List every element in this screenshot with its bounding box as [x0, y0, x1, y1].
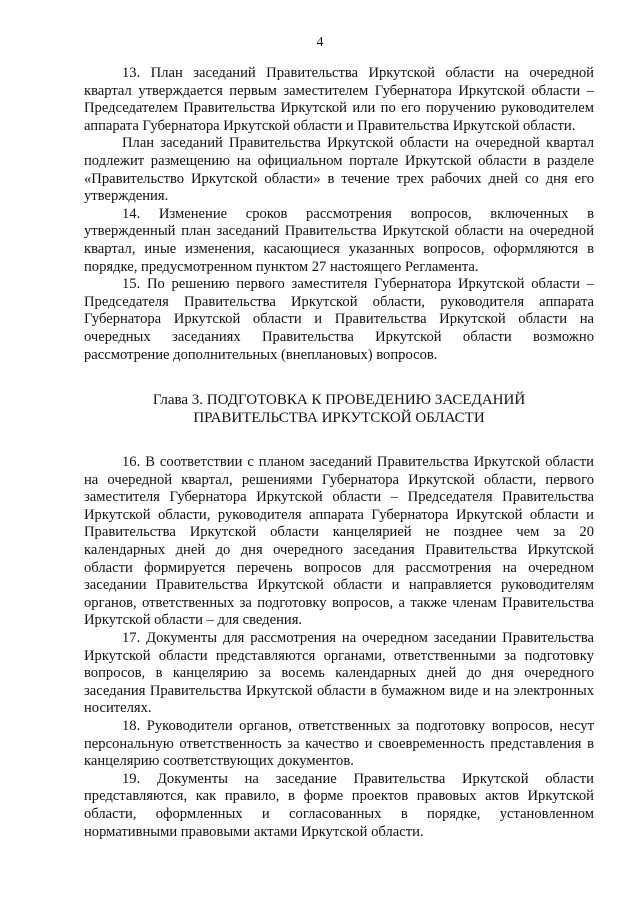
paragraph-19: 19. Документы на заседание Правительства Иркутской области представляются, как правило, в форме проектов правовых актов Иркутской области, оформленных и согласованных в порядке, установленном нормативными правовыми актами Иркутской области.	[84, 770, 594, 840]
paragraph-13-plan-publication: План заседаний Правительства Иркутской области на очередной квартал подлежит размещению на официальном портале Иркутской области в разделе «Правительство Иркутской области» в течение трех рабочих дней со дня его утверждения.	[84, 135, 594, 205]
document-body	[84, 65, 594, 841]
paragraph-17: 17. Документы для рассмотрения на очередном заседании Правительства Иркутской области представляются органами, ответственными за подготовку вопросов, в канцелярию за восемь календарных дней до дня очередного заседания Правительства Иркутской области в бумажном виде и на электронных носителях.	[84, 630, 594, 717]
paragraph-18: 18. Руководители органов, ответственных за подготовку вопросов, несут персональную ответственность за качество и своевременность представления в канцелярию соответствующих документов.	[84, 718, 594, 770]
chapter-heading-line-1: Глава 3. ПОДГОТОВКА К ПРОВЕДЕНИЮ ЗАСЕДАНИЙ	[152, 392, 526, 409]
chapter-heading	[84, 391, 594, 427]
paragraph-14: 14. Изменение сроков рассмотрения вопросов, включенных в утвержденный план заседаний Правительства Иркутской области на очередной квартал, иные изменения, касающиеся указанных вопросов, оформляются в порядке, предусмотренном пунктом 27 настоящего Регламента.	[84, 205, 594, 275]
chapter-heading-line-2: ПРАВИТЕЛЬСТВА ИРКУТСКОЙ ОБЛАСТИ	[193, 410, 485, 427]
page-number: 4	[316, 35, 324, 50]
paragraph-13: 13. План заседаний Правительства Иркутской области на очередной квартал утверждается первым заместителем Губернатора Иркутской области – Председателем Правительства Иркутской или по его поручению руководителем аппарата Губернатора Иркутской области и Правительства Иркутской области.	[84, 65, 594, 134]
paragraph-16: 16. В соответствии с планом заседаний Правительства Иркутской области на очередной квартал, решениями Губернатора Иркутской области, первого заместителя Губернатора Иркутской области – Председателя Правительства Иркутской области, руководителя аппарата Губернатора Иркутской области и Правительства Иркутской области канцелярией не позднее чем за 20 календарных дней до дня очередного заседания Правительства Иркутской области формируется перечень вопросов для рассмотрения на очередном заседании Правительства Иркутской области и направляется руководителям органов, ответственных за подготовку вопросов, а также членам Правительства Иркутской области – для сведения.	[84, 454, 594, 629]
paragraph-15: 15. По решению первого заместителя Губернатора Иркутской области – Председателя Правительства Иркутской области, руководителя аппарата Губернатора Иркутской области и Правительства Иркутской области на очередных заседаниях Правительства Иркутской области возможно рассмотрение дополнительных (внеплановых) вопросов.	[84, 276, 594, 363]
